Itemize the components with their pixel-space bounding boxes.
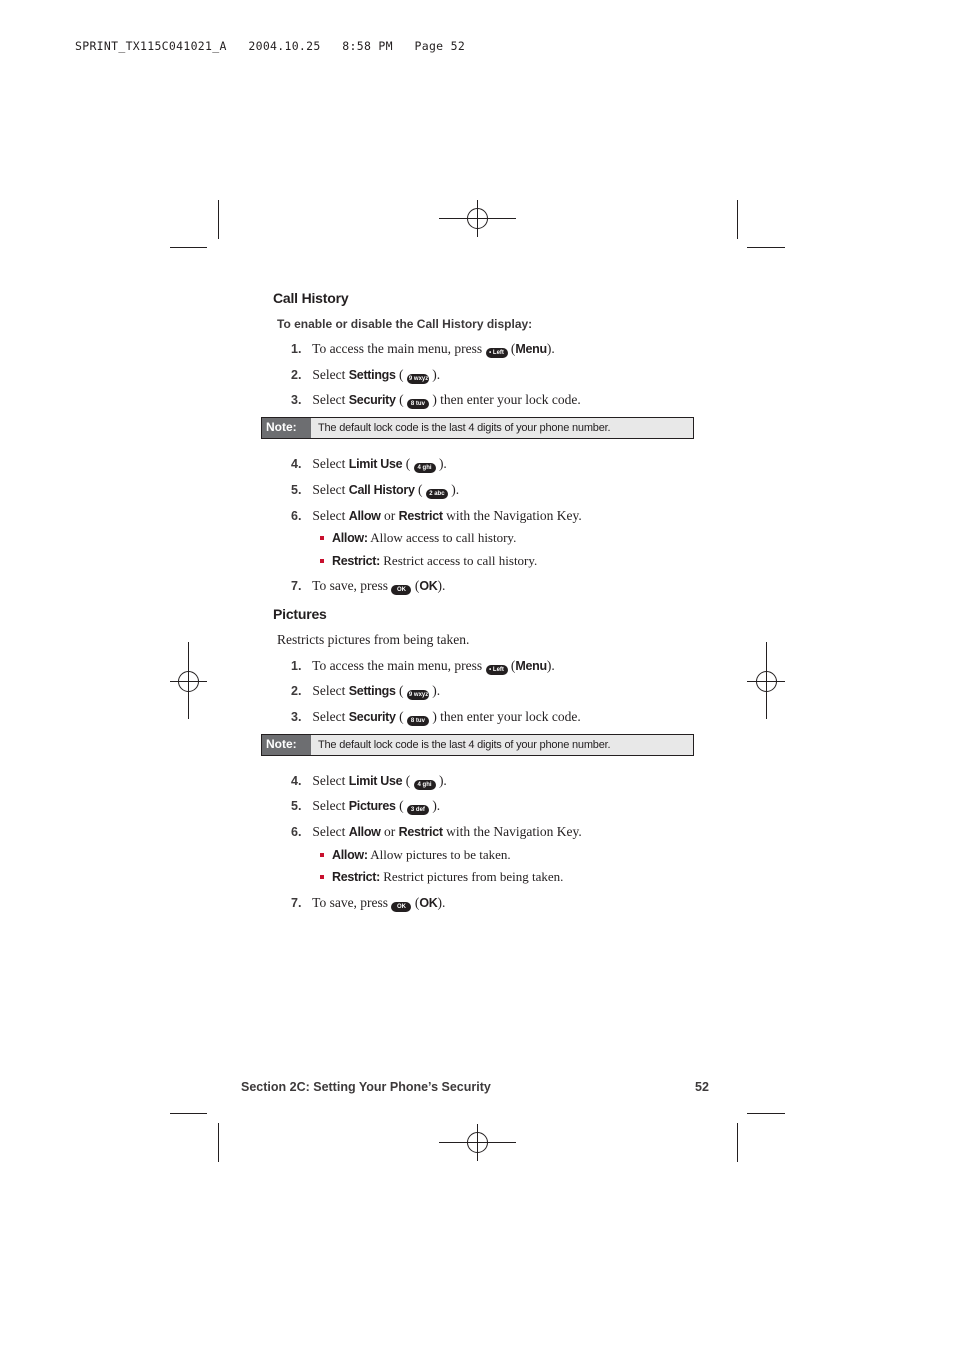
bullet-square-icon bbox=[320, 536, 324, 540]
menu-label: Menu bbox=[515, 342, 547, 356]
bullet-square-icon bbox=[320, 559, 324, 563]
bullet-allow: Allow: Allow access to call history. bbox=[320, 530, 516, 546]
bullet-restrict: Restrict: Restrict access to call history. bbox=[320, 553, 537, 569]
note-text: The default lock code is the last 4 digits of your phone number. bbox=[318, 739, 611, 751]
limit-use-label: Limit Use bbox=[348, 457, 403, 471]
section-title-call-history: Call History bbox=[273, 290, 349, 306]
call-history-label: Call History bbox=[348, 483, 415, 497]
step-7: 7. To save, press OK (OK). bbox=[291, 578, 446, 593]
ok-key-icon: OK bbox=[391, 585, 411, 595]
step-2: 2. Select Settings ( 9 wxyz ). bbox=[291, 683, 441, 698]
key-2-icon: 2 abc bbox=[426, 489, 448, 499]
left-softkey-icon: • Left bbox=[486, 348, 508, 358]
restrict-label: Restrict bbox=[398, 509, 443, 523]
key-4-icon: 4 ghi bbox=[414, 463, 436, 473]
footer-section-title: Section 2C: Setting Your Phone’s Security bbox=[241, 1080, 491, 1094]
ok-label: OK bbox=[419, 896, 438, 910]
note-box bbox=[261, 417, 694, 439]
left-softkey-icon: • Left bbox=[486, 665, 508, 675]
bullet-restrict: Restrict: Restrict pictures from being taken. bbox=[320, 869, 563, 885]
step-3: 3. Select Security ( 8 tuv ) then enter your lock code. bbox=[291, 709, 581, 724]
menu-label: Menu bbox=[515, 659, 547, 673]
pictures-label: Pictures bbox=[348, 799, 396, 813]
settings-label: Settings bbox=[348, 684, 396, 698]
restrict-label: Restrict bbox=[398, 825, 443, 839]
key-4-icon: 4 ghi bbox=[414, 780, 436, 790]
security-label: Security bbox=[348, 393, 396, 407]
step-7: 7. To save, press OK (OK). bbox=[291, 895, 446, 910]
step-4: 4. Select Limit Use ( 4 ghi ). bbox=[291, 773, 447, 788]
step-text: To access the main menu, press bbox=[312, 341, 483, 356]
limit-use-label: Limit Use bbox=[348, 774, 403, 788]
section-intro: Restricts pictures from being taken. bbox=[277, 632, 470, 647]
step-2: 2. Select Settings ( 9 wxyz ). bbox=[291, 367, 441, 382]
allow-label: Allow bbox=[348, 509, 381, 523]
page-number: 52 bbox=[695, 1080, 709, 1094]
key-8-icon: 8 tuv bbox=[407, 716, 429, 726]
step-6: 6. Select Allow or Restrict with the Navigation Key. bbox=[291, 508, 582, 523]
step-1: 1. To access the main menu, press • Left (Menu). bbox=[291, 341, 555, 356]
bullet-allow: Allow: Allow pictures to be taken. bbox=[320, 847, 511, 863]
ok-key-icon: OK bbox=[391, 902, 411, 912]
note-label: Note: bbox=[262, 418, 311, 438]
step-number: 1. bbox=[291, 342, 302, 356]
step-6: 6. Select Allow or Restrict with the Navigation Key. bbox=[291, 824, 582, 839]
key-3-icon: 3 def bbox=[407, 805, 429, 815]
security-label: Security bbox=[348, 710, 396, 724]
step-1: 1. To access the main menu, press • Left (Menu). bbox=[291, 658, 555, 673]
settings-label: Settings bbox=[348, 368, 396, 382]
note-box bbox=[261, 734, 694, 756]
allow-label: Allow bbox=[348, 825, 381, 839]
ok-label: OK bbox=[419, 579, 438, 593]
section-intro: To enable or disable the Call History display: bbox=[277, 317, 533, 331]
step-4: 4. Select Limit Use ( 4 ghi ). bbox=[291, 456, 447, 471]
bullet-square-icon bbox=[320, 875, 324, 879]
key-9-icon: 9 wxyz bbox=[408, 376, 429, 382]
step-5: 5. Select Call History ( 2 abc ). bbox=[291, 482, 460, 497]
note-label: Note: bbox=[262, 735, 311, 755]
section-title-pictures: Pictures bbox=[273, 606, 327, 622]
key-9-icon: 9 wxyz bbox=[408, 692, 429, 698]
bullet-square-icon bbox=[320, 853, 324, 857]
step-3: 3. Select Security ( 8 tuv ) then enter your lock code. bbox=[291, 392, 581, 407]
key-8-icon: 8 tuv bbox=[407, 399, 429, 409]
note-text: The default lock code is the last 4 digits of your phone number. bbox=[318, 422, 611, 434]
print-slug: SPRINT_TX115C041021_A 2004.10.25 8:58 PM Page 52 bbox=[75, 39, 466, 53]
step-5: 5. Select Pictures ( 3 def ). bbox=[291, 798, 441, 813]
